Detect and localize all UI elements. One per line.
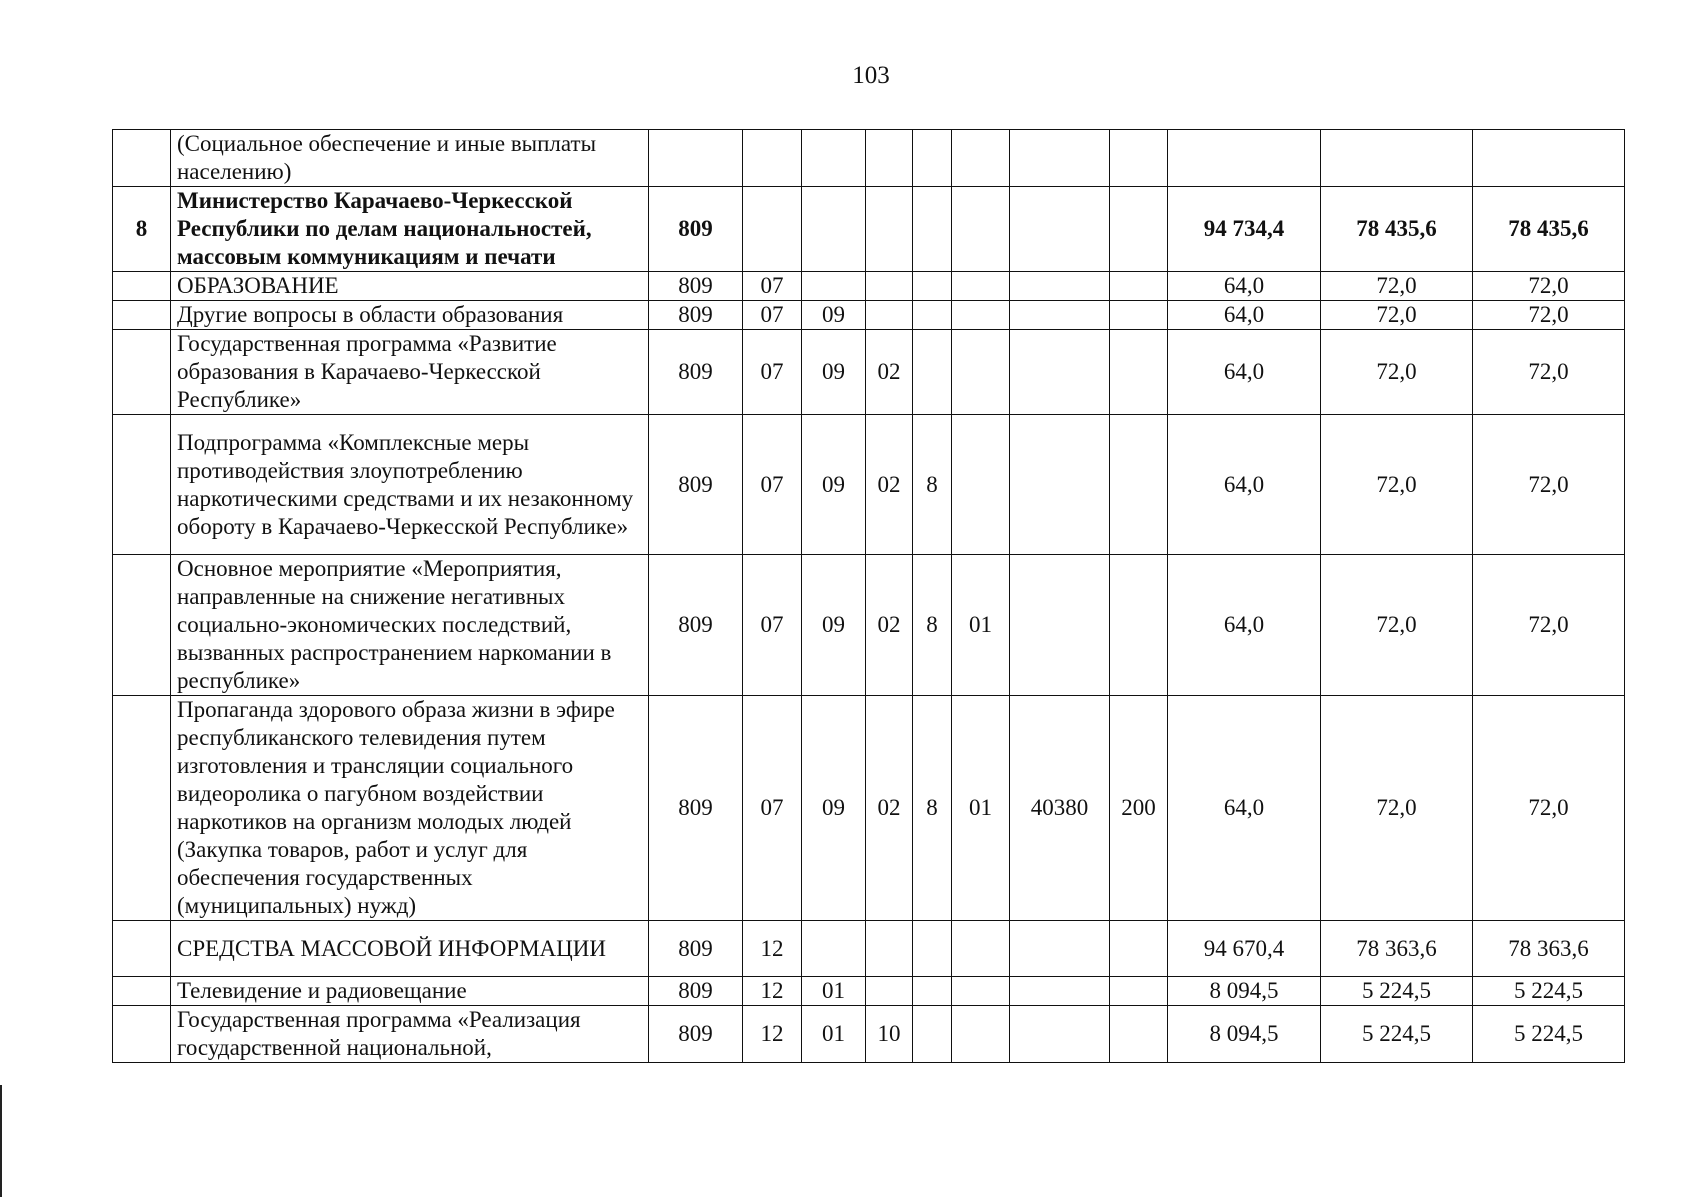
code-direction: 40380 [1010, 696, 1110, 921]
code-subsection: 09 [802, 415, 866, 555]
amount-year-2: 72,0 [1321, 555, 1473, 696]
code-program: 02 [866, 415, 913, 555]
row-number [113, 330, 171, 415]
row-number [113, 696, 171, 921]
code-ministry: 809 [649, 272, 743, 301]
amount-year-1: 64,0 [1168, 696, 1321, 921]
amount-year-1 [1168, 130, 1321, 187]
table-row [113, 130, 1625, 187]
code-expense-type [1110, 1006, 1168, 1063]
amount-year-1: 8 094,5 [1168, 977, 1321, 1006]
row-name: ОБРАЗОВАНИЕ [171, 272, 649, 301]
code-direction [1010, 1006, 1110, 1063]
code-subsection [802, 187, 866, 272]
code-section: 07 [743, 272, 802, 301]
code-section: 07 [743, 330, 802, 415]
code-main-activity [952, 921, 1010, 977]
code-subprogram [913, 977, 952, 1006]
amount-year-2: 72,0 [1321, 415, 1473, 555]
table-body [113, 130, 1625, 1063]
code-expense-type [1110, 272, 1168, 301]
row-name: Государственная программа «Реализация государственной национальной, [171, 1006, 649, 1063]
amount-year-3: 72,0 [1473, 415, 1625, 555]
code-program: 10 [866, 1006, 913, 1063]
row-number [113, 1006, 171, 1063]
amount-year-2: 72,0 [1321, 330, 1473, 415]
code-program [866, 187, 913, 272]
amount-year-3: 5 224,5 [1473, 1006, 1625, 1063]
scan-margin-line [0, 1085, 2, 1197]
row-name: Государственная программа «Развитие образования в Карачаево-Черкесской Республике» [171, 330, 649, 415]
code-direction [1010, 330, 1110, 415]
code-section [743, 130, 802, 187]
code-subprogram [913, 330, 952, 415]
code-section: 12 [743, 1006, 802, 1063]
code-ministry: 809 [649, 301, 743, 330]
code-expense-type [1110, 187, 1168, 272]
amount-year-3: 72,0 [1473, 555, 1625, 696]
code-section: 07 [743, 301, 802, 330]
code-ministry: 809 [649, 921, 743, 977]
amount-year-1: 64,0 [1168, 272, 1321, 301]
code-main-activity [952, 330, 1010, 415]
code-expense-type: 200 [1110, 696, 1168, 921]
code-subprogram [913, 187, 952, 272]
amount-year-3: 72,0 [1473, 301, 1625, 330]
code-section [743, 187, 802, 272]
code-subprogram: 8 [913, 696, 952, 921]
row-name: СРЕДСТВА МАССОВОЙ ИНФОРМАЦИИ [171, 921, 649, 977]
code-direction [1010, 272, 1110, 301]
code-expense-type [1110, 415, 1168, 555]
code-ministry: 809 [649, 555, 743, 696]
code-program [866, 272, 913, 301]
row-number [113, 130, 171, 187]
code-subprogram: 8 [913, 555, 952, 696]
code-expense-type [1110, 330, 1168, 415]
code-subsection [802, 272, 866, 301]
table-row [113, 301, 1625, 330]
code-ministry [649, 130, 743, 187]
table-row [113, 1006, 1625, 1063]
code-section: 12 [743, 977, 802, 1006]
row-number [113, 415, 171, 555]
code-expense-type [1110, 921, 1168, 977]
code-program: 02 [866, 696, 913, 921]
code-ministry: 809 [649, 415, 743, 555]
code-main-activity [952, 187, 1010, 272]
code-main-activity: 01 [952, 555, 1010, 696]
code-subsection: 01 [802, 977, 866, 1006]
code-ministry: 809 [649, 1006, 743, 1063]
amount-year-3: 5 224,5 [1473, 977, 1625, 1006]
amount-year-1: 64,0 [1168, 301, 1321, 330]
code-main-activity [952, 272, 1010, 301]
code-expense-type [1110, 555, 1168, 696]
code-program [866, 130, 913, 187]
code-subsection: 01 [802, 1006, 866, 1063]
code-expense-type [1110, 977, 1168, 1006]
code-subprogram [913, 272, 952, 301]
code-subsection: 09 [802, 330, 866, 415]
amount-year-2: 5 224,5 [1321, 977, 1473, 1006]
row-name: Другие вопросы в области образования [171, 301, 649, 330]
row-number [113, 301, 171, 330]
table-row [113, 696, 1625, 921]
amount-year-2 [1321, 130, 1473, 187]
row-name: Пропаганда здорового образа жизни в эфире республиканского телевидения путем изготовления и трансляции социального видеоролика о пагубном воздействии наркотиков на организм молодых людей (Закупка товаров, работ и услуг для обеспечения государственных (муниципальных) нужд) [171, 696, 649, 921]
row-name: Министерство Карачаево-Черкесской Республики по делам национальностей, массовым коммуникациям и печати [171, 187, 649, 272]
code-section: 07 [743, 415, 802, 555]
code-ministry: 809 [649, 696, 743, 921]
row-number [113, 921, 171, 977]
row-name: (Социальное обеспечение и иные выплаты населению) [171, 130, 649, 187]
table-row [113, 921, 1625, 977]
amount-year-2: 78 363,6 [1321, 921, 1473, 977]
table-row [113, 187, 1625, 272]
code-expense-type [1110, 130, 1168, 187]
code-subsection: 09 [802, 696, 866, 921]
amount-year-2: 78 435,6 [1321, 187, 1473, 272]
code-direction [1010, 921, 1110, 977]
row-number [113, 555, 171, 696]
code-direction [1010, 977, 1110, 1006]
code-program: 02 [866, 555, 913, 696]
budget-table [112, 129, 1625, 1063]
row-number [113, 272, 171, 301]
amount-year-1: 64,0 [1168, 415, 1321, 555]
code-direction [1010, 187, 1110, 272]
row-number: 8 [113, 187, 171, 272]
amount-year-3: 72,0 [1473, 696, 1625, 921]
code-direction [1010, 555, 1110, 696]
code-program: 02 [866, 330, 913, 415]
code-direction [1010, 415, 1110, 555]
code-subprogram [913, 301, 952, 330]
code-expense-type [1110, 301, 1168, 330]
amount-year-3 [1473, 130, 1625, 187]
amount-year-3: 78 435,6 [1473, 187, 1625, 272]
code-direction [1010, 130, 1110, 187]
row-number [113, 977, 171, 1006]
code-subsection: 09 [802, 301, 866, 330]
table-row [113, 415, 1625, 555]
table-row [113, 330, 1625, 415]
code-section: 12 [743, 921, 802, 977]
table-row [113, 977, 1625, 1006]
code-main-activity: 01 [952, 696, 1010, 921]
code-subsection [802, 921, 866, 977]
amount-year-3: 78 363,6 [1473, 921, 1625, 977]
code-program [866, 977, 913, 1006]
amount-year-1: 64,0 [1168, 330, 1321, 415]
amount-year-3: 72,0 [1473, 272, 1625, 301]
code-direction [1010, 301, 1110, 330]
code-main-activity [952, 301, 1010, 330]
code-main-activity [952, 1006, 1010, 1063]
code-main-activity [952, 130, 1010, 187]
code-ministry: 809 [649, 330, 743, 415]
code-section: 07 [743, 696, 802, 921]
code-subsection [802, 130, 866, 187]
amount-year-2: 5 224,5 [1321, 1006, 1473, 1063]
page-number: 103 [852, 62, 890, 89]
code-main-activity [952, 415, 1010, 555]
row-name: Подпрограмма «Комплексные меры противодействия злоупотреблению наркотическими средствами и их незаконному обороту в Карачаево-Черкесской Республике» [171, 415, 649, 555]
table-row [113, 555, 1625, 696]
amount-year-1: 94 670,4 [1168, 921, 1321, 977]
row-name: Основное мероприятие «Мероприятия, направленные на снижение негативных социально-экономических последствий, вызванных распространением наркомании в республике» [171, 555, 649, 696]
code-ministry: 809 [649, 187, 743, 272]
amount-year-2: 72,0 [1321, 272, 1473, 301]
code-ministry: 809 [649, 977, 743, 1006]
table-row [113, 272, 1625, 301]
code-subprogram: 8 [913, 415, 952, 555]
row-name: Телевидение и радиовещание [171, 977, 649, 1006]
amount-year-3: 72,0 [1473, 330, 1625, 415]
amount-year-1: 94 734,4 [1168, 187, 1321, 272]
code-subprogram [913, 1006, 952, 1063]
code-main-activity [952, 977, 1010, 1006]
amount-year-1: 64,0 [1168, 555, 1321, 696]
code-program [866, 301, 913, 330]
amount-year-1: 8 094,5 [1168, 1006, 1321, 1063]
code-section: 07 [743, 555, 802, 696]
code-program [866, 921, 913, 977]
code-subprogram [913, 130, 952, 187]
amount-year-2: 72,0 [1321, 301, 1473, 330]
code-subsection: 09 [802, 555, 866, 696]
code-subprogram [913, 921, 952, 977]
amount-year-2: 72,0 [1321, 696, 1473, 921]
